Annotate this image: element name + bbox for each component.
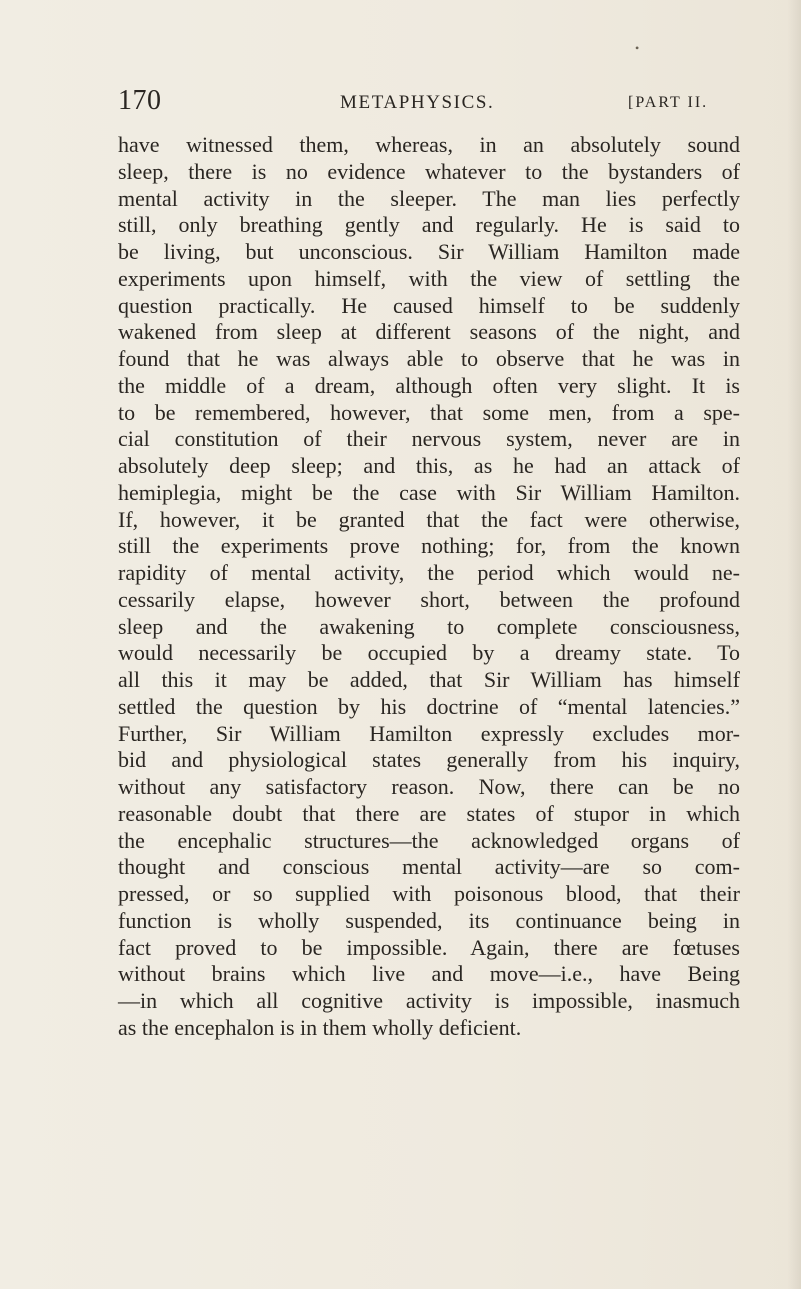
text-line: found that he was always able to observe that he was in	[118, 346, 740, 371]
running-title: METAPHYSICS.	[340, 92, 495, 113]
page-number: 170	[118, 85, 162, 116]
page-edge-shadow	[787, 0, 801, 1289]
text-line: as the encephalon is in them wholly deficient.	[118, 1014, 522, 1040]
text-line: have witnessed them, whereas, in an absolutely sound	[118, 132, 740, 157]
text-line: Further, Sir William Hamilton expressly excludes mor-	[118, 720, 740, 746]
text-line: wakened from sleep at different seasons of the night, and	[118, 319, 740, 345]
ink-speck-mark: •	[635, 41, 640, 55]
body-paragraph	[118, 132, 740, 1042]
running-head	[118, 84, 738, 118]
text-line: —in which all cognitive activity is impossible, inasmuch	[118, 988, 740, 1013]
text-line: be living, but unconscious. Sir William Hamilton made	[118, 239, 740, 264]
text-line: thought and conscious mental activity—are so com-	[118, 854, 740, 880]
text-line: without any satisfactory reason. Now, there can be no	[118, 774, 740, 799]
text-line: pressed, or so supplied with poisonous blood, that their	[118, 881, 740, 906]
text-line: question practically. He caused himself to be suddenly	[118, 292, 740, 318]
text-line: would necessarily be occupied by a dreamy state. To	[118, 640, 740, 666]
part-label: [PART II.	[628, 94, 709, 111]
text-line: mental activity in the sleeper. The man lies perfectly	[118, 185, 740, 211]
text-line: absolutely deep sleep; and this, as he had an attack of	[118, 453, 740, 478]
text-line: the middle of a dream, although often very slight. It is	[118, 372, 740, 398]
text-line: rapidity of mental activity, the period which would ne-	[118, 560, 740, 585]
text-line: cessarily elapse, however short, between the profound	[118, 586, 740, 612]
text-line: bid and physiological states generally from his inquiry,	[118, 747, 740, 773]
text-line: hemiplegia, might be the case with Sir William Hamilton.	[118, 479, 740, 505]
text-line: sleep and the awakening to complete consciousness,	[118, 613, 740, 639]
text-line: settled the question by his doctrine of “mental latencies.”	[118, 693, 740, 719]
text-line: If, however, it be granted that the fact were otherwise,	[118, 506, 740, 532]
text-line: sleep, there is no evidence whatever to the bystanders of	[118, 158, 740, 184]
text-line: function is wholly suspended, its continuance being in	[118, 907, 740, 933]
text-line: experiments upon himself, with the view of settling the	[118, 265, 740, 291]
text-line: still the experiments prove nothing; for, from the known	[118, 533, 740, 559]
text-line: still, only breathing gently and regularly. He is said to	[118, 212, 740, 238]
text-line: all this it may be added, that Sir William has himself	[118, 667, 740, 692]
text-line: cial constitution of their nervous system, never are in	[118, 426, 740, 452]
text-line: to be remembered, however, that some men, from a spe-	[118, 399, 740, 425]
text-line: without brains which live and move—i.e., have Being	[118, 961, 740, 987]
text-line: fact proved to be impossible. Again, there are fœtuses	[118, 934, 740, 960]
text-line: the encephalic structures—the acknowledged organs of	[118, 827, 740, 853]
text-line: reasonable doubt that there are states of stupor in which	[118, 800, 740, 826]
